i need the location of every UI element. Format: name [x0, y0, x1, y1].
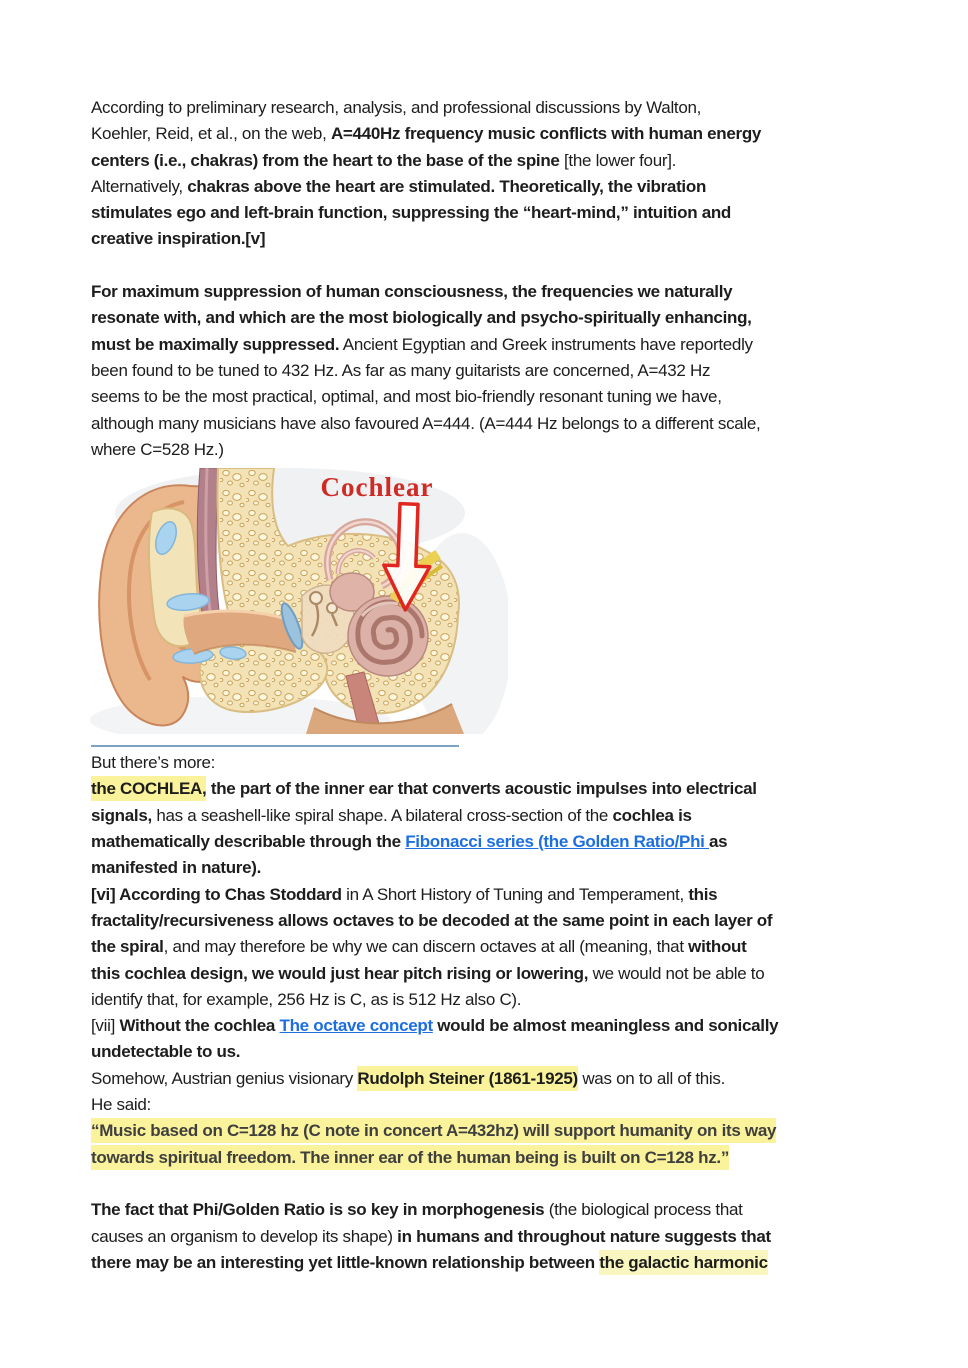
text-span: been found to be tuned to 432 Hz. As far as many guitarists are concerned, A=432 Hz [91, 360, 711, 380]
text-line [91, 908, 881, 934]
text-span: the part of the inner ear that converts acoustic impulses into electrical [206, 779, 757, 799]
text-span: Without the cochlea [119, 1016, 280, 1036]
text-line [91, 1066, 881, 1092]
text-line [91, 1145, 881, 1171]
text-span: mathematically describable through the [91, 832, 406, 852]
text-span: He said: [91, 1095, 151, 1115]
text-line [91, 174, 881, 200]
text-line [91, 1118, 881, 1144]
text-line [91, 1013, 881, 1039]
text-span: cochlea is [612, 805, 692, 825]
text-line [91, 226, 881, 252]
text-line [91, 148, 881, 174]
text-span: Alternatively, [91, 176, 188, 196]
text-line [91, 961, 881, 987]
text-span: Koehler, Reid, et al., on the web, [91, 124, 331, 144]
text-span: was on to all of this. [577, 1068, 726, 1088]
phi-paragraph [91, 1197, 881, 1276]
text-span: resonate with, and which are the most biologically and psycho-spiritually enhancing, [91, 308, 752, 328]
text-line [91, 121, 881, 147]
text-span: in A Short History of Tuning and Temperament, [341, 884, 689, 904]
text-span: the spiral [91, 937, 164, 957]
text-line [91, 934, 881, 960]
text-span: centers (i.e., chakras) from the heart to the base of the spine [91, 150, 560, 170]
text-span: “Music based on C=128 hz (C note in concert A=432hz) will support humanity on its way [91, 1118, 776, 1143]
text-span: although many musicians have also favoured A=444. (A=444 Hz belongs to a different scale, [91, 413, 761, 433]
text-span: fractality/recursiveness allows octaves to be decoded at the same point in each layer of [91, 910, 773, 930]
text-line [91, 279, 881, 305]
fibonacci-series-link[interactable]: Fibonacci series (the Golden Ratio/Phi [405, 832, 710, 852]
text-line [91, 384, 881, 410]
cochlea-paragraph [91, 750, 881, 1171]
text-span: in humans and throughout nature suggests that [397, 1226, 771, 1246]
text-span: But there’s more: [91, 753, 216, 773]
text-span: For maximum suppression of human consciousness, the frequencies we naturally [91, 282, 733, 302]
text-span: Somehow, Austrian genius visionary [91, 1068, 358, 1088]
text-span: there may be an interesting yet little-known relationship between [91, 1252, 600, 1272]
text-span: Ancient Egyptian and Greek instruments have reportedly [339, 334, 753, 354]
text-span: signals, [91, 805, 152, 825]
text-span: undetectable to us. [91, 1042, 241, 1062]
octave-concept-link[interactable]: The octave concept [279, 1016, 433, 1036]
text-line [91, 987, 881, 1013]
text-span: The fact that Phi/Golden Ratio is so key in morphogenesis [91, 1200, 545, 1220]
text-span: chakras above the heart are stimulated. Theoretically, the vibration [187, 176, 707, 196]
text-line [91, 1224, 881, 1250]
cochlea-spiral [348, 596, 428, 676]
text-line [91, 1250, 881, 1276]
text-line [91, 411, 881, 437]
text-span: (the biological process that [544, 1200, 743, 1220]
text-span: as [709, 832, 728, 852]
text-span: [the lower four]. [559, 150, 677, 170]
text-span: manifested in nature). [91, 858, 262, 878]
text-span: the COCHLEA, [91, 776, 206, 801]
text-line [91, 305, 881, 331]
text-line [91, 358, 881, 384]
text-span: the galactic harmonic [599, 1250, 767, 1275]
ear-anatomy-illustration [90, 468, 508, 734]
text-span: identify that, for example, 256 Hz is C, as is 512 Hz also C). [91, 989, 522, 1009]
text-span: [vii] [91, 1016, 120, 1036]
blank-line [91, 1171, 881, 1197]
text-span: According to preliminary research, analysis, and professional discussions by Walton, [91, 98, 702, 117]
text-line [91, 750, 881, 776]
blank-line [91, 253, 881, 279]
ear-anatomy-figure [90, 468, 508, 734]
text-span: would be almost meaningless and sonically [432, 1016, 779, 1036]
document-body [91, 95, 881, 1276]
text-span: must be maximally suppressed. [91, 334, 340, 354]
text-line [91, 1092, 881, 1118]
text-line [91, 882, 881, 908]
text-span: this cochlea design, we would just hear pitch rising or lowering, [91, 963, 589, 983]
text-span: where C=528 Hz.) [91, 439, 224, 459]
text-span: towards spiritual freedom. The inner ear of the human being is built on C=128 hz.” [91, 1145, 729, 1170]
text-line [91, 829, 881, 855]
figure-label: Cochlear [320, 472, 434, 503]
intro-paragraph [91, 95, 881, 253]
text-span: seems to be the most practical, optimal, and most bio-friendly resonant tuning we have, [91, 387, 722, 407]
text-line [91, 1039, 881, 1065]
text-span: Rudolph Steiner (1861-1925) [357, 1066, 578, 1091]
text-span: this [688, 884, 718, 904]
text-span: has a seashell-like spiral shape. A bilateral cross-section of the [151, 805, 613, 825]
text-line [91, 803, 881, 829]
text-span: we would not be able to [588, 963, 765, 983]
text-span: A=440Hz frequency music conflicts with human energy [330, 124, 762, 144]
text-span: creative inspiration.[v] [91, 229, 266, 249]
text-span: without [688, 937, 747, 957]
horizontal-rule [91, 745, 459, 747]
text-span: , and may therefore be why we can discern octaves at all (meaning, that [163, 937, 689, 957]
text-line [91, 437, 881, 463]
text-span: causes an organism to develop its shape) [91, 1226, 398, 1246]
suppression-paragraph [91, 279, 881, 463]
text-span: stimulates ego and left-brain function, suppressing the “heart-mind,” intuition and [91, 203, 732, 223]
text-line [91, 332, 881, 358]
text-line [91, 776, 881, 802]
text-line [91, 95, 881, 121]
text-line [91, 1197, 881, 1223]
text-span: [vi] According to Chas Stoddard [91, 884, 342, 904]
text-line [91, 855, 881, 881]
text-line [91, 200, 881, 226]
